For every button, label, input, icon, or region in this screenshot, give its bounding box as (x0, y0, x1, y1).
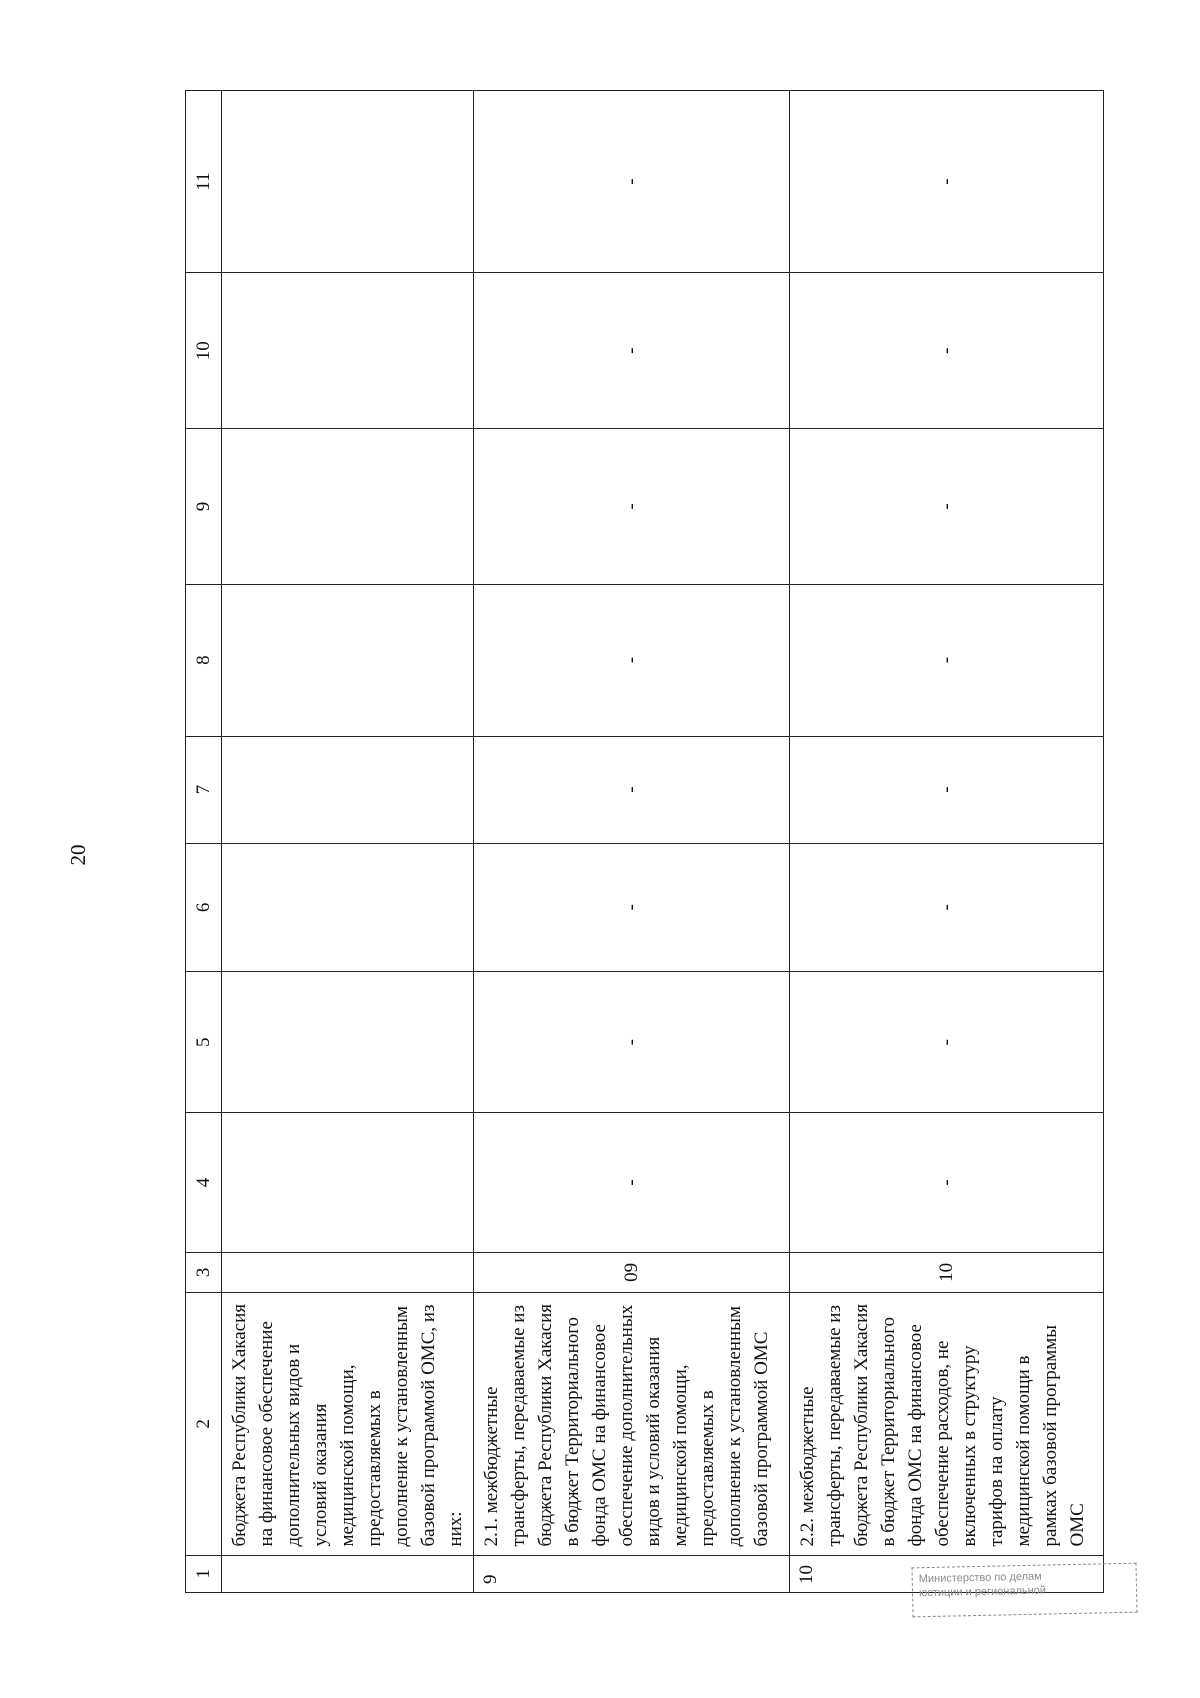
header-cell: 11 (186, 91, 222, 273)
value-cell: - (790, 429, 1104, 584)
value-cell (222, 273, 474, 429)
table-row (474, 91, 790, 1593)
value-cell: - (790, 584, 1104, 736)
value-cell (222, 429, 474, 584)
row-code (222, 1252, 474, 1293)
table-container (185, 90, 1100, 1593)
row-number: 10 (790, 1555, 1104, 1592)
value-cell (222, 584, 474, 736)
row-number: 9 (474, 1555, 790, 1592)
value-cell (222, 972, 474, 1113)
row-code: 09 (474, 1252, 790, 1293)
row-number (222, 1555, 474, 1592)
value-cell: - (790, 1113, 1104, 1252)
value-cell: - (474, 972, 790, 1113)
value-cell: - (474, 584, 790, 736)
value-cell: - (790, 273, 1104, 429)
header-cell: 6 (186, 843, 222, 971)
value-cell: - (474, 273, 790, 429)
value-cell (222, 91, 474, 273)
report-table (185, 90, 1104, 1593)
value-cell (222, 1113, 474, 1252)
header-cell: 2 (186, 1293, 222, 1555)
value-cell: - (474, 91, 790, 273)
row-code: 10 (790, 1252, 1104, 1293)
header-cell: 3 (186, 1252, 222, 1293)
table-row (222, 91, 474, 1593)
row-description: бюджета Республики Хакасия на финансовое обеспечение дополнительных видов и условий оказания медицинской помощи, предоставляемых в дополнение к установленным базовой программой ОМС, из них: (222, 1293, 474, 1555)
header-cell: 8 (186, 584, 222, 736)
header-cell: 10 (186, 273, 222, 429)
page-number: 20 (66, 844, 90, 866)
value-cell: - (474, 429, 790, 584)
row-description: 2.2. межбюджетные трансферты, передаваемые из бюджета Республики Хакасия в бюджет Территориального фонда ОМС на финансовое обеспечение расходов, не включенных в структуру тарифов на оплату медицинской помощи в рамках базовой программы ОМС (790, 1293, 1104, 1555)
value-cell: - (474, 843, 790, 971)
table-header-row (186, 91, 222, 1593)
value-cell: - (790, 972, 1104, 1113)
value-cell: - (790, 736, 1104, 843)
registration-stamp (912, 1563, 1138, 1618)
header-cell: 5 (186, 972, 222, 1113)
value-cell: - (474, 736, 790, 843)
row-description: 2.1. межбюджетные трансферты, передаваемые из бюджета Республики Хакасия в бюджет Территориального фонда ОМС на финансовое обеспечение дополнительных видов и условий оказания медицинской помощи, предоставляемых в дополнение к установленным базовой программой ОМС (474, 1293, 790, 1555)
value-cell (222, 736, 474, 843)
value-cell: - (790, 91, 1104, 273)
stamp-line: юстиции и региональной (918, 1584, 1047, 1600)
header-cell: 1 (186, 1555, 222, 1592)
stamp-line: Министерство по делам (918, 1570, 1042, 1586)
header-cell: 7 (186, 736, 222, 843)
table-row (790, 91, 1104, 1593)
value-cell: - (790, 843, 1104, 971)
header-cell: 9 (186, 429, 222, 584)
value-cell: - (474, 1113, 790, 1252)
value-cell (222, 843, 474, 971)
header-cell: 4 (186, 1113, 222, 1252)
